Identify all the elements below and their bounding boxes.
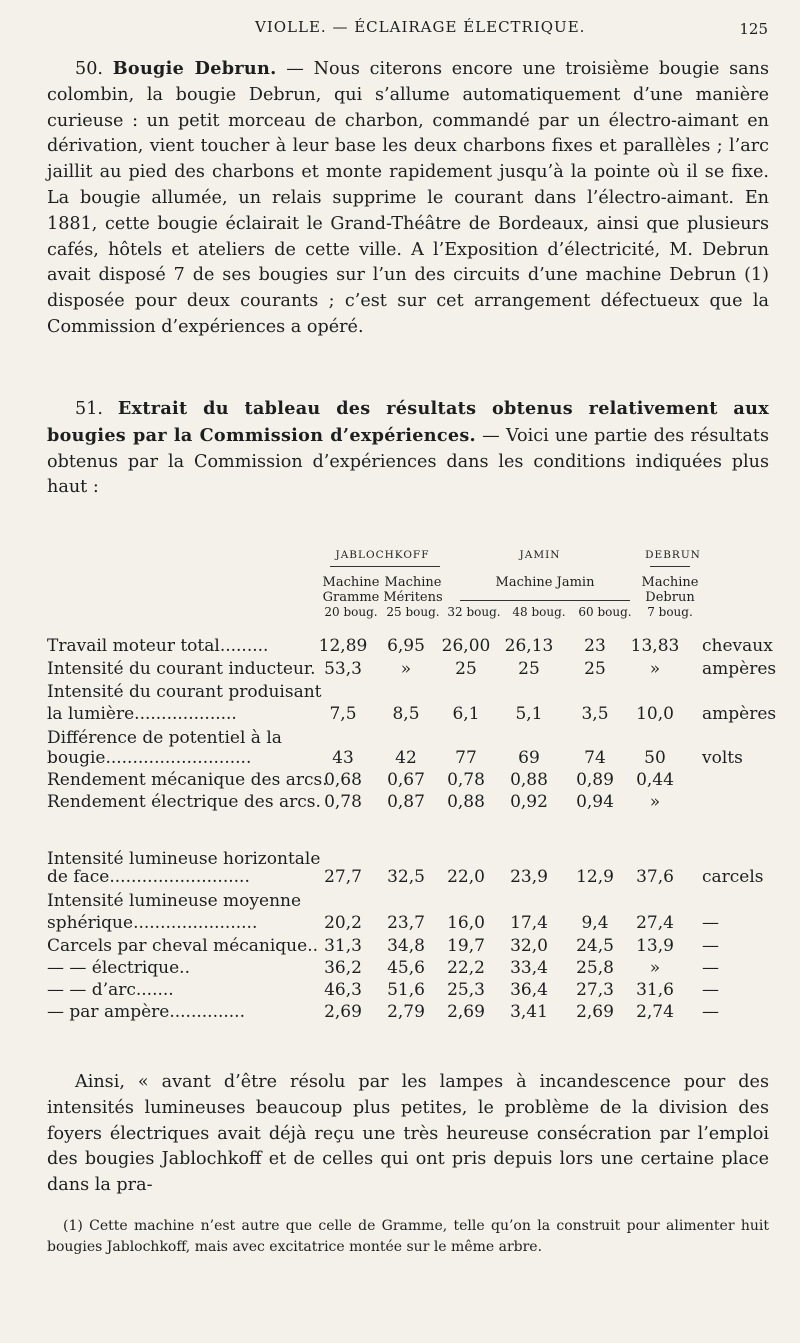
table-cell: 0,88 xyxy=(447,792,485,812)
column-header-line: 7 boug. xyxy=(647,605,693,619)
row-label: — — d’arc....... xyxy=(47,980,174,1000)
table-cell: 34,8 xyxy=(387,936,425,956)
table-row xyxy=(47,865,777,889)
table-cell: 23,7 xyxy=(387,913,425,933)
table-cell: 27,3 xyxy=(576,980,614,1000)
table-row xyxy=(47,680,777,704)
table-cell: 33,4 xyxy=(510,958,548,978)
section-50-number: 50. xyxy=(75,59,103,79)
column-header-jamin-60: 60 boug. xyxy=(578,605,632,619)
running-title: VIOLLE. — ÉCLAIRAGE ÉLECTRIQUE. xyxy=(255,18,586,36)
table-cell: 10,0 xyxy=(636,704,674,724)
table-cell: 17,4 xyxy=(510,913,548,933)
table-row xyxy=(47,634,777,658)
table-cell: 31,6 xyxy=(636,980,674,1000)
table-cell: 74 xyxy=(584,748,606,768)
row-label: la lumière................... xyxy=(47,704,237,724)
section-51-text: — Voici une partie des résultats obtenus par la Commission d’expériences dans les conditions indiquées plus haut : xyxy=(47,425,769,498)
table-cell: 0,89 xyxy=(576,770,614,790)
column-header-jamin xyxy=(490,575,600,590)
row-unit: volts xyxy=(702,748,743,768)
row-unit: — xyxy=(702,936,719,956)
group-header-debrun: DEBRUN xyxy=(645,549,701,561)
table-cell: 2,69 xyxy=(576,1002,614,1022)
table-cell: 19,7 xyxy=(447,936,485,956)
column-header-line: 20 boug. xyxy=(324,605,378,619)
table-row xyxy=(47,978,777,1002)
table-cell: 31,3 xyxy=(324,936,362,956)
column-header-line: Machine Jamin xyxy=(495,575,595,590)
group-header-jablochkoff: JABLOCHKOFF xyxy=(335,549,430,561)
table-row xyxy=(47,1000,777,1024)
table-row xyxy=(47,934,777,958)
table-cell: 37,6 xyxy=(636,867,674,887)
table-row xyxy=(47,746,777,770)
table-cell: » xyxy=(649,958,661,978)
conclusion-text: Ainsi, « avant d’être résolu par les lampes à incandescence pour des intensités lumineuses beaucoup plus petites, le problème de la division des foyers électriques avait déjà reçu une très heureuse consécration par l’emploi des bougies Jablochkoff et de celles qui ont pris depuis lors une certaine place dans la pra- xyxy=(47,1072,769,1196)
row-label: — — électrique.. xyxy=(47,958,190,978)
footnote xyxy=(47,1216,769,1258)
row-label: Intensité du courant produisant xyxy=(47,682,322,702)
column-header-meritens xyxy=(380,575,446,620)
table-cell: 42 xyxy=(395,748,417,768)
column-header-line: Machine xyxy=(322,575,380,590)
row-label: Rendement électrique des arcs. xyxy=(47,792,321,812)
table-cell: 45,6 xyxy=(387,958,425,978)
table-cell: 25 xyxy=(455,659,477,679)
table-cell: 22,0 xyxy=(447,867,485,887)
row-unit: carcels xyxy=(702,867,764,887)
row-label: de face.......................... xyxy=(47,867,250,887)
table-cell: 46,3 xyxy=(324,980,362,1000)
table-cell: 36,4 xyxy=(510,980,548,1000)
column-header-line: 25 boug. xyxy=(386,605,440,619)
table-cell: 69 xyxy=(518,748,540,768)
table-cell: 2,74 xyxy=(636,1002,674,1022)
table-cell: 0,78 xyxy=(447,770,485,790)
table-cell: » xyxy=(400,659,412,679)
table-cell: 0,78 xyxy=(324,792,362,812)
table-row xyxy=(47,790,777,814)
row-unit: — xyxy=(702,980,719,1000)
table-cell: 0,44 xyxy=(636,770,674,790)
table-cell: 16,0 xyxy=(447,913,485,933)
table-cell: 32,0 xyxy=(510,936,548,956)
table-cell: 51,6 xyxy=(387,980,425,1000)
column-header-line: Machine xyxy=(641,575,699,590)
table-cell: 12,9 xyxy=(576,867,614,887)
section-51-heading: Extrait du tableau des résultats obtenus relativement aux bougies par la Commission d’expériences. xyxy=(47,398,769,446)
table-cell: 23,9 xyxy=(510,867,548,887)
conclusion-paragraph xyxy=(47,1070,769,1199)
table-cell: » xyxy=(649,792,661,812)
table-cell: 13,9 xyxy=(636,936,674,956)
table-cell: 26,00 xyxy=(441,636,491,656)
row-label: sphérique....................... xyxy=(47,913,258,933)
table-cell: 7,5 xyxy=(329,704,357,724)
table-cell: 27,4 xyxy=(636,913,674,933)
table-cell: 0,94 xyxy=(576,792,614,812)
table-cell: 0,87 xyxy=(387,792,425,812)
row-unit: — xyxy=(702,913,719,933)
section-50-text: — Nous citerons encore une troisième bougie sans colombin, la bougie Debrun, qui s’allume automatiquement d’une manière curieuse : un petit morceau de charbon, commandé par un électro-aimant en dérivation, vient toucher à leur base les deux charbons fixes et parallèles ; l’arc jaillit au pied des charbons et monte rapidement jusqu’à la pointe où il se fixe. La bougie allumée, un relais supprime le courant dans l’électro-aimant. En 1881, cette bougie éclairait le Grand-Théâtre de Bordeaux, ainsi que plusieurs cafés, hôtels et ateliers de cette ville. A l’Exposition d’électricité, M. Debrun avait disposé 7 de ses bougies sur l’un des circuits d’une machine Debrun (1) disposée pour deux courants ; c’est sur cet arrangement défectueux que la Commission d’expériences a opéré. xyxy=(47,59,770,337)
table-cell: 36,2 xyxy=(324,958,362,978)
table-cell: 25,8 xyxy=(576,958,614,978)
table-cell: 25 xyxy=(518,659,540,679)
table-row xyxy=(47,889,777,913)
row-unit: ampères xyxy=(702,659,777,679)
row-label: Différence de potentiel à la xyxy=(47,728,282,748)
row-unit: chevaux xyxy=(702,636,773,656)
column-header-line: Debrun xyxy=(645,590,695,605)
table-cell: 6,1 xyxy=(452,704,480,724)
table-cell: 12,89 xyxy=(318,636,368,656)
row-label: — par ampère.............. xyxy=(47,1002,245,1022)
table-cell: 26,13 xyxy=(504,636,554,656)
column-header-line: Gramme xyxy=(322,590,380,605)
section-50-heading: Bougie Debrun. xyxy=(112,58,277,79)
table-cell: 0,92 xyxy=(510,792,548,812)
row-unit: — xyxy=(702,1002,719,1022)
table-cell: 0,88 xyxy=(510,770,548,790)
page-number: 125 xyxy=(739,20,768,38)
footnote-text: (1) Cette machine n’est autre que celle de Gramme, telle qu’on la construit pour alimenter huit bougies Jablochkoff, mais avec excitatrice montée sur le même arbre. xyxy=(47,1218,769,1255)
table-cell: » xyxy=(649,659,661,679)
row-unit: ampères xyxy=(702,704,777,724)
table-cell: 8,5 xyxy=(392,704,420,724)
table-cell: 24,5 xyxy=(576,936,614,956)
column-header-gramme xyxy=(318,575,384,620)
row-label: Travail moteur total......... xyxy=(47,636,269,656)
table-cell: 25,3 xyxy=(447,980,485,1000)
section-51-number: 51. xyxy=(75,399,103,419)
group-header-jamin: JAMIN xyxy=(519,549,561,561)
table-row xyxy=(47,702,777,726)
section-51 xyxy=(47,396,769,501)
table-cell: 9,4 xyxy=(581,913,609,933)
table-row xyxy=(47,768,777,792)
table-cell: 27,7 xyxy=(324,867,362,887)
table-cell: 77 xyxy=(455,748,477,768)
table-cell: 22,2 xyxy=(447,958,485,978)
table-row xyxy=(47,956,777,980)
row-label: Intensité du courant inducteur. xyxy=(47,659,316,679)
column-header-debrun xyxy=(635,575,705,620)
row-unit: — xyxy=(702,958,719,978)
column-header-line: Machine xyxy=(384,575,442,590)
table-cell: 50 xyxy=(644,748,666,768)
column-header-jamin-48: 48 boug. xyxy=(512,605,566,619)
table-row xyxy=(47,911,777,935)
table-row xyxy=(47,657,777,681)
table-cell: 20,2 xyxy=(324,913,362,933)
table-cell: 5,1 xyxy=(515,704,543,724)
table-cell: 6,95 xyxy=(387,636,425,656)
column-header-jamin-32: 32 boug. xyxy=(447,605,501,619)
section-50 xyxy=(47,56,769,341)
table-cell: 13,83 xyxy=(630,636,680,656)
table-cell: 43 xyxy=(332,748,354,768)
running-header xyxy=(0,18,800,48)
row-label: Carcels par cheval mécanique.. xyxy=(47,936,318,956)
table-cell: 53,3 xyxy=(324,659,362,679)
column-header-line: Méritens xyxy=(383,590,443,605)
table-cell: 2,79 xyxy=(387,1002,425,1022)
table-cell: 25 xyxy=(584,659,606,679)
table-cell: 0,68 xyxy=(324,770,362,790)
row-label: bougie........................... xyxy=(47,748,252,768)
table-cell: 0,67 xyxy=(387,770,425,790)
table-cell: 2,69 xyxy=(447,1002,485,1022)
table-cell: 32,5 xyxy=(387,867,425,887)
table-cell: 2,69 xyxy=(324,1002,362,1022)
table-cell: 23 xyxy=(584,636,606,656)
row-label: Rendement mécanique des arcs. xyxy=(47,770,328,790)
table-cell: 3,41 xyxy=(510,1002,548,1022)
table-cell: 3,5 xyxy=(581,704,609,724)
row-label: Intensité lumineuse horizontale xyxy=(47,849,321,869)
row-label: Intensité lumineuse moyenne xyxy=(47,891,302,911)
